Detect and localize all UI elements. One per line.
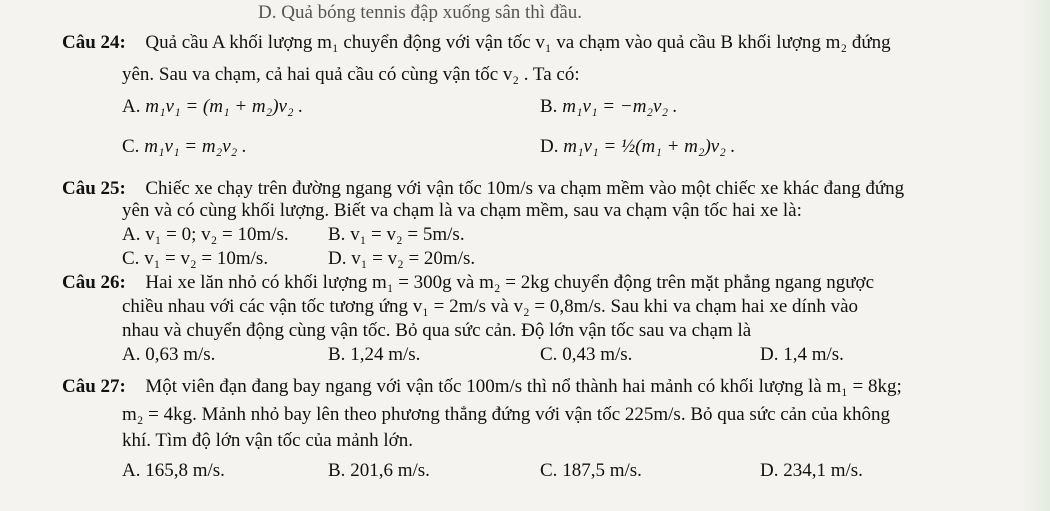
question-24-line-1 bbox=[62, 32, 891, 54]
question-26-option-a-text: 0,63 m/s. bbox=[145, 344, 216, 365]
question-26-stem-3: nhau và chuyển động cùng vận tốc. Bỏ qua sức cản. Độ lớn vận tốc sau va chạm là bbox=[122, 320, 752, 341]
question-26-option-c[interactable]: C. 0,43 m/s. bbox=[540, 344, 633, 365]
question-24-option-d-text: m₁v₁ = ½(m₁ + m₂)v₂ . bbox=[563, 136, 736, 157]
question-27-option-a[interactable]: A. 165,8 m/s. bbox=[122, 460, 225, 481]
question-24-option-a[interactable]: A. m₁v₁ = (m₁ + m₂)v₂ . bbox=[122, 96, 304, 117]
question-27-option-d-text: 234,1 m/s. bbox=[783, 460, 863, 481]
question-26-stem-2: chiều nhau với các vận tốc tương ứng v₁ = 2m/s và v₂ = 0,8m/s. Sau khi va chạm hai xe dính vào bbox=[122, 296, 858, 317]
question-27-line-1 bbox=[62, 376, 902, 398]
question-27-option-b[interactable]: B. 201,6 m/s. bbox=[328, 460, 430, 481]
question-27-stem-3: khí. Tìm độ lớn vận tốc của mảnh lớn. bbox=[122, 430, 413, 451]
header-fragment: D. Quả bóng tennis đập xuống sân thì đầu. bbox=[258, 2, 583, 23]
question-24-option-d[interactable]: D. m₁v₁ = ½(m₁ + m₂)v₂ . bbox=[540, 136, 736, 157]
question-24-option-c-text: m₁v₁ = m₂v₂ . bbox=[144, 136, 247, 157]
question-25-option-d[interactable]: D. v₁ = v₂ = 20m/s. bbox=[328, 248, 476, 269]
question-25-option-c-text: v₁ = v₂ = 10m/s. bbox=[144, 248, 269, 269]
question-24-stem-1: Quả cầu A khối lượng m₁ chuyển động với vận tốc v₁ va chạm vào quả cầu B khối lượng m₂ đứng bbox=[145, 32, 891, 53]
question-27-option-b-text: 201,6 m/s. bbox=[350, 460, 430, 481]
question-25-option-a[interactable]: A. v₁ = 0; v₂ = 10m/s. bbox=[122, 224, 289, 245]
page-edge-shadow bbox=[1022, 0, 1050, 511]
question-26-stem-1: Hai xe lăn nhỏ có khối lượng m₁ = 300g và m₂ = 2kg chuyển động trên mặt phẳng ngang ngược bbox=[145, 272, 874, 293]
question-24-option-c[interactable]: C. m₁v₁ = m₂v₂ . bbox=[122, 136, 247, 157]
question-26-line-1 bbox=[62, 272, 874, 294]
question-24-stem-2: yên. Sau va chạm, cả hai quả cầu có cùng vận tốc v₂ . Ta có: bbox=[122, 64, 580, 85]
question-25-stem-1: Chiếc xe chạy trên đường ngang với vận tốc 10m/s va chạm mềm vào một chiếc xe khác đang đứng bbox=[145, 178, 905, 199]
question-27-option-c-text: 187,5 m/s. bbox=[562, 460, 642, 481]
question-27-number: Câu 27: bbox=[62, 376, 126, 397]
question-24-option-b[interactable]: B. m₁v₁ = −m₂v₂ . bbox=[540, 96, 678, 117]
question-27-option-a-text: 165,8 m/s. bbox=[145, 460, 225, 481]
question-25-stem-2: yên và có cùng khối lượng. Biết va chạm là va chạm mềm, sau va chạm vận tốc hai xe là: bbox=[122, 200, 802, 221]
question-27-option-c[interactable]: C. 187,5 m/s. bbox=[540, 460, 642, 481]
question-26-number: Câu 26: bbox=[62, 272, 126, 293]
question-24-number: Câu 24: bbox=[62, 32, 126, 53]
question-27-option-d[interactable]: D. 234,1 m/s. bbox=[760, 460, 863, 481]
question-26-option-a[interactable]: A. 0,63 m/s. bbox=[122, 344, 216, 365]
question-24-option-a-text: m₁v₁ = (m₁ + m₂)v₂ . bbox=[145, 96, 304, 117]
question-26-option-b-text: 1,24 m/s. bbox=[350, 344, 421, 365]
question-27-stem-1: Một viên đạn đang bay ngang với vận tốc 100m/s thì nổ thành hai mảnh có khối lượng là m₁ = 8kg; bbox=[145, 376, 902, 397]
question-26-option-c-text: 0,43 m/s. bbox=[562, 344, 633, 365]
question-25-option-b-text: v₁ = v₂ = 5m/s. bbox=[350, 224, 465, 245]
question-25-option-a-text: v₁ = 0; v₂ = 10m/s. bbox=[145, 224, 289, 245]
question-25-option-b[interactable]: B. v₁ = v₂ = 5m/s. bbox=[328, 224, 465, 245]
question-24-option-b-text: m₁v₁ = −m₂v₂ . bbox=[562, 96, 678, 117]
question-26-option-d[interactable]: D. 1,4 m/s. bbox=[760, 344, 844, 365]
question-26-option-d-text: 1,4 m/s. bbox=[783, 344, 844, 365]
question-25-number: Câu 25: bbox=[62, 178, 126, 199]
question-26-option-b[interactable]: B. 1,24 m/s. bbox=[328, 344, 421, 365]
question-25-option-d-text: v₁ = v₂ = 20m/s. bbox=[351, 248, 476, 269]
question-25-option-c[interactable]: C. v₁ = v₂ = 10m/s. bbox=[122, 248, 269, 269]
question-27-stem-2: m₂ = 4kg. Mảnh nhỏ bay lên theo phương thẳng đứng với vận tốc 225m/s. Bỏ qua sức cản của không bbox=[122, 404, 891, 425]
question-25-line-1 bbox=[62, 178, 904, 200]
